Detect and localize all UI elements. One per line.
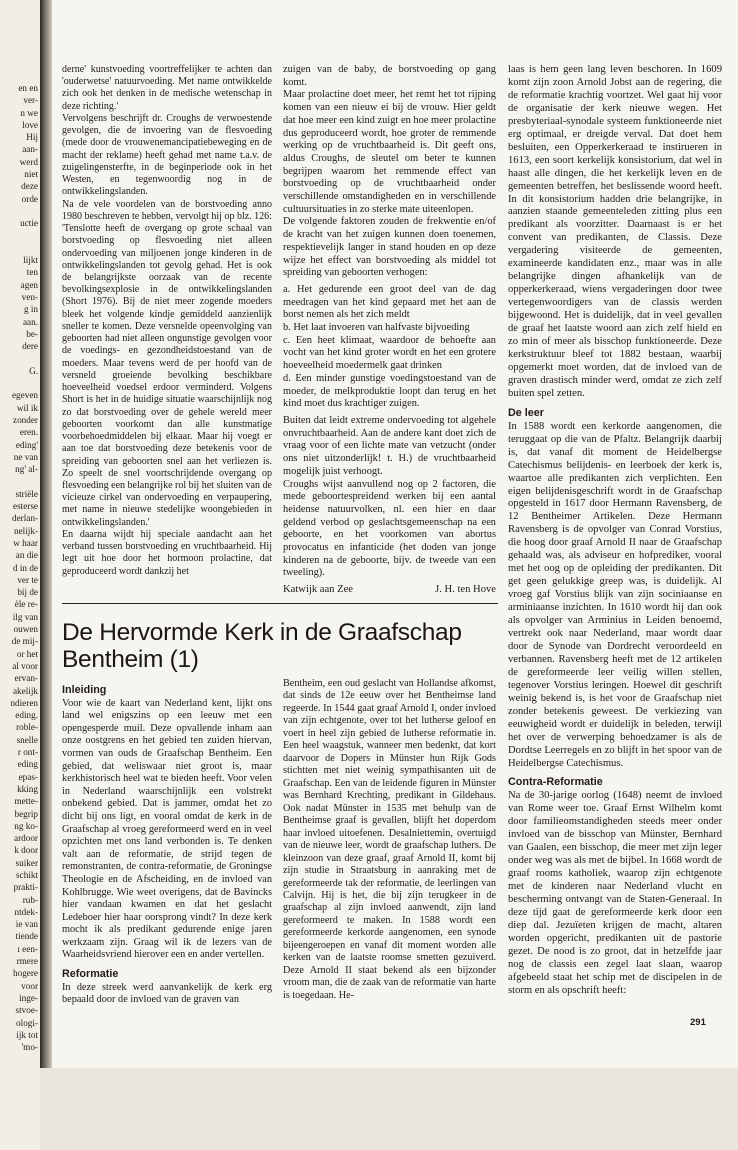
previous-page-fragment: en en xyxy=(18,83,38,93)
paragraph: Maar prolactine doet meer, het remt het tot rijping komen van een nieuw ei bij de vrouw. Hier geldt dat hoe meer een kind zuigt en hoe meer prolactine dus geproduceerd wordt, hoe groter de remmende werking op de vruchtbaarheid is. Dit geeft ons, aldus Croughs, de sleutel om beter te kunnen begrijpen waarom het remmende effect van borstvoeding op de vruchtbaarheid onder verschillende omstandigheden en in verschillende cultuursituaties in zo sterke mate uiteenlopen. xyxy=(283,89,496,215)
page xyxy=(52,0,738,1068)
previous-page-fragment: roble- xyxy=(16,722,38,733)
previous-page-fragment: ng ko- xyxy=(14,820,38,831)
previous-page-fragment: hogere xyxy=(13,968,38,979)
previous-page-fragment: eren. xyxy=(19,427,38,438)
paragraph: Croughs wijst aanvullend nog op 2 factoren, die mede geboortespreidend werken bij een aantal heidense natuurvolken, nl. een hier en daar geldend verbod op geslachtsgemeenschap na een geboorte, en het voorkomen van abortus provocatus en infanticide (het doden van jonge kinderen na de geboorte, bijv. de tweede van een tweeling). xyxy=(283,478,496,579)
previous-page-fragment: al voor xyxy=(12,660,38,671)
previous-page-fragment: prakti- xyxy=(13,882,38,893)
previous-page-fragment: eding. xyxy=(15,710,38,721)
previous-page-fragment: uctie xyxy=(20,218,38,229)
previous-page-fragment: bij de xyxy=(17,587,38,598)
paragraph: Vervolgens beschrijft dr. Croughs de verwoestende gevolgen, die de invoering van de flesvoeding (mede door de vrouwenemancipatiebeweging en de macht der reklame) heeft gehad met name t.a.v. de zuigelingensterfte, in de beginperiode ook in het Westen, en tegenwoordig nog in de ontwikkelingslanden. xyxy=(62,112,272,198)
previous-page-fragment: aan. xyxy=(22,316,38,327)
previous-page-fragment: 'mo- xyxy=(21,1042,38,1053)
previous-page-fragment: suiker xyxy=(15,857,38,868)
article1-column1 xyxy=(62,64,272,578)
previous-page-fragment: w haar xyxy=(13,537,38,548)
previous-page-fragment: ı een- xyxy=(17,943,38,954)
page-number: 291 xyxy=(690,1017,706,1028)
previous-page-fragment: ven- xyxy=(21,292,38,303)
previous-page-fragment xyxy=(0,230,40,242)
previous-page-fragment: ie van xyxy=(15,919,38,930)
previous-page-fragment: ndieren xyxy=(10,697,38,708)
list-item: c. Een heet klimaat, waardoor de behoefte aan vocht van het kind groter wordt en het een grotere hoeveelheid moedermelk gaat drinken xyxy=(283,334,496,372)
previous-page-fragment: ntdek- xyxy=(14,906,38,917)
previous-page-fragment: r ont- xyxy=(17,747,38,758)
previous-page-fragment: love xyxy=(22,119,38,130)
paragraph: Na de vele voordelen van de borstvoeding anno 1980 beschreven te hebben, vervolgt hij op blz. 126: xyxy=(62,198,272,222)
previous-page-fragment: ervan- xyxy=(14,673,38,684)
previous-page-fragment: ten xyxy=(26,267,38,278)
previous-page-fragment: ng' al- xyxy=(15,464,38,475)
article2-column1 xyxy=(62,678,272,1007)
previous-page-fragment: nelijk- xyxy=(14,525,38,536)
previous-page-fragment xyxy=(0,205,40,217)
previous-page-fragment: n we xyxy=(20,107,38,118)
article2-title: De Hervormde Kerk in de Graafschap Bentheim (1) xyxy=(62,619,462,673)
previous-page-fragment: striële xyxy=(15,488,38,499)
paragraph: derne' kunstvoeding voortreffelijker te achten dan 'ouderwetse' natuurvoeding. Met name ontwikkelde zich ook het denken in de medische wetenschap in deze richting.' xyxy=(62,64,272,112)
previous-page-fragment: niet xyxy=(24,169,38,180)
section-heading: Inleiding xyxy=(62,684,107,696)
right-column xyxy=(508,64,722,998)
previous-page-fragment: ardoor xyxy=(14,833,38,844)
previous-page-fragment: d in de xyxy=(12,562,38,573)
previous-page-fragment: be- xyxy=(26,328,38,339)
previous-page-fragment: begrip xyxy=(14,808,38,819)
previous-page-fragment: ologi- xyxy=(16,1017,38,1028)
previous-page-fragment: ouwen xyxy=(13,624,38,635)
previous-page-fragment: g in xyxy=(23,304,38,315)
article-divider xyxy=(62,603,498,604)
previous-page-fragment: stvoe- xyxy=(15,1005,38,1016)
article1-signature xyxy=(283,584,496,595)
previous-page-fragment: Hij xyxy=(26,132,38,143)
list-item: a. Het gedurende een groot deel van de dag meedragen van het kind gepaard met het aan de borst nemen als het zich meldt xyxy=(283,283,496,321)
paragraph: Na de 30-jarige oorlog (1648) neemt de invloed van Rome weer toe. Graaf Ernst Wilhelm komt door familieomstandigheden steeds meer onder invloed van de bisschop van Münster, Bernhard van Gaalen, een bisschop, die meer met zijn leger onder weg was als met de bijbel. In 1668 wordt de graaf rooms katholiek, waarop zijn echtgenote met de kinderen naar Nederland vlucht en bescherming ontvangt van de Staten-Generaal. In deze tijd gaat de gereformeerde kerk door een diep dal. Jezuïeten krijgen de macht, altaren worden opgericht, predikanten uit de pastorie gezet. De nood is zo groot, dat in hetzelfde jaar nog de classis een zegel laat slaan, waarop afgebeeld staat het schip met de discipelen in de storm en als opschrift heeft: xyxy=(508,790,722,996)
section-heading: Contra-Reformatie xyxy=(508,776,603,789)
previous-page-fragment: inge- xyxy=(19,992,38,1003)
previous-page-fragment: ne van xyxy=(13,451,38,462)
paragraph: De volgende faktoren zouden de frekwentie en/of de kracht van het zuigen kunnen doen toenemen, respektievelijk langer in stand houden en op deze wijze het effect van borstvoeding als middel tot spreiding van geboorten verhogen: xyxy=(283,216,496,279)
paragraph: 'Tenslotte heeft de overgang op grote schaal van borstvoeding op flesvoeding niet alleen ondervoeding van miljoenen jonge kinderen in de ontwikkelingslanden tot gevolg gehad. Het is ook de belangrijkste oorzaak van de recente bevolkingsexplosie in de ontwikkelingslanden (Short 1976). Bij de niet meer zogende moeders bleek het volgende kindje gemiddeld aanzienlijk sneller te komen. Deze versnelde opeenvolging van geboorten had niet alleen ongunstige gevolgen voor de voedings- en gezondheidstoestand van de moeders. Maar tevens werd de per hoofd van de versneld groeiende bevolking beschikbare hoeveelheid voedsel erdoor verminderd. Volgens Short is het in de huidige situatie waarschijnlijk nog zo dat borstvoeding over de gehele wereld meer geboorten voorkomt dan alle kunstmatige voorbehoedmiddelen bij elkaar. Maar hij voegt er aan toe dat borstvoeding deze betekenis voor de spreiding van geboorten snel aan het verliezen is. Zo speelt de snel voortschrijdende overgang op flesvoeding een belangrijke rol bij het sluiten van de vicieuze cirkel van ondervoeding en verpaupering, met name in nieuwe stedelijke woongebieden in ontwikkelingslanden.' xyxy=(62,223,272,528)
article2-column2 xyxy=(283,678,496,1002)
previous-page-fragment: eding xyxy=(17,759,38,770)
book-gutter xyxy=(40,0,52,1068)
section-heading: Reformatie xyxy=(62,968,119,981)
previous-page-fragment: schikt xyxy=(16,870,38,880)
previous-page-fragment: ijk tot xyxy=(16,1029,38,1040)
previous-page-fragment: mette- xyxy=(14,796,38,807)
previous-page-fragment: èle re- xyxy=(14,599,38,610)
previous-page-fragment: deze xyxy=(21,181,38,192)
previous-page-fragment: epas- xyxy=(18,771,38,782)
previous-page-fragment: eding' xyxy=(15,439,38,450)
previous-page-fragment: dere xyxy=(22,341,38,352)
previous-page-fragment: akelijk xyxy=(12,685,38,696)
paragraph: Buiten dat leidt extreme ondervoeding tot algehele onvruchtbaarheid. Aan de andere kant doet zich de vraag voor of een lichte mate van vetzucht (onder ons niet uitzonderlijk! t. H.) de vruchtbaarheid mogelijk juist verhoogt. xyxy=(283,414,496,477)
previous-page-fragment: esterse xyxy=(13,501,38,512)
paragraph: Voor wie de kaart van Nederland kent, lijkt ons land wel enigszins op een leeuw met een opengesperde muil. Deze opvallende inham aan onze oostgrens en het gebied ten zuiden hiervan, vormen van ouds de Graafschap Bentheim. Een gebied, dat weliswaar niet groot is, maar kerkhistorisch heel wat te bieden heeft. Voor velen in Nederland waarschijnlijk een volstrekt onbekend gebied. Dat is jammer, omdat het zo dicht bij ons ligt, en vooral omdat de kerk in de Graafschap al vroeg gereformeerd werd en in veel opzichten met ons land verbonden is. Te denken valt aan de reformatie, de strijd tegen de remonstranten, de contra-reformatie, de Groningse Theologie en de Afscheiding, en de invloed van Kohlbrugge. Wie weet overigens, dat de Bavincks hier vandaan kwamen en dat het geslacht Ledeboer hier haar oorsprong vindt? In deze kerk mocht ik als predikant gedurende enige jaren werkzaam zijn. Graag wil ik de lezers van de Waarheidsvriend hierover een en ander vertellen. xyxy=(62,697,272,961)
previous-page-fragment: orde xyxy=(21,193,38,204)
paragraph: laas is hem geen lang leven beschoren. In 1609 komt zijn zoon Arnold Jobst aan de regering, die de reformatie krachtig voortzet. Wel gaat hij voor de organisatie der kerk nieuwe wegen. Het presbyteriaal-synodale systeem funktioneerde niet erg optimaal, er dreigde verval. Dat doet hem besluiten, een Opperkerkeraad te instirueren in 1613, een soort kerkelijk konsistorium, dat wel in haast alle dingen, die het kerkelijk leven en de gemeenten betreffen, het beslissende woord heeft. In dit konsistorium hadden drie belangrijke, in aanzien staande gemeenteleden zitting plus een predikant als voorzitter. Daarnaast is er het convent van predikanten, de Classis. Deze vergadering visiteerde de gemeenten, examineerde kandidaten enz., maar was in alle belangrijke dingen afhankelijk van de opperkerkeraad, wiens vergaderingen door twee vertegenwoordigers van de classis werden bijgewoond. Het is duidelijk, dat in veel gevallen de graaf het laatste woord aan zich zelf hield en zo min of meer als bisschop funktioneerde. Deze kerkstruktuur bleef tot 1882 bestaan, waarbij opgemerkt moet worden, dat de invloed van de graven drastisch minder werd, omdat ze zich zelf buiten spel zetten. xyxy=(508,64,722,399)
list-item: d. Een minder gunstige voedingstoestand van de moeder, de melkproduktie loopt dan terug en het kind moet dus krachtiger zuigen. xyxy=(283,372,496,410)
previous-page-fragment: ver- xyxy=(23,95,38,106)
previous-page-fragment: de mij- xyxy=(11,636,38,647)
previous-page-fragment xyxy=(0,377,40,389)
previous-page-fragment: zonder xyxy=(13,415,38,426)
previous-page-fragment: rmere xyxy=(16,956,38,967)
previous-page-fragment: tiende xyxy=(15,931,38,942)
paragraph: In deze streek werd aanvankelijk de kerk erg bepaald door de invloed van de graven van xyxy=(62,981,272,1006)
previous-page-fragment: aan- xyxy=(22,144,38,155)
paragraph: zuigen van de baby, de borstvoeding op gang komt. xyxy=(283,64,496,88)
signature-author: J. H. ten Hove xyxy=(435,584,496,595)
previous-page-fragment: snelle xyxy=(16,734,38,745)
previous-page-fragment: egeven xyxy=(11,390,38,401)
previous-page-fragment xyxy=(0,353,40,365)
factor-list xyxy=(283,284,496,411)
previous-page-fragment: or het xyxy=(16,648,38,659)
previous-page-fragment: derlan- xyxy=(11,513,38,524)
previous-page-fragment: ver te xyxy=(17,574,38,585)
paragraph: Bentheim, een oud geslacht van Hollandse afkomst, dat sinds de 12e eeuw over het Bentheimse land regeerde. In 1544 gaat graaf Arnold I, onder invloed van zijn echtgenote, over tot het lutherse geloof en voert in heel zijn gebied de lutherse reformatie in. Een heel waagstuk, wanneer men bedenkt, dat kort daarvoor de Dopers in Münster hun Rijk Gods stichtten met niet weinig sympathisanten uit de Graafschap. Een van de leidende figuren in Münster was Bernhard Krechting, predikant in Gildehaus. Ook nadat Münster in 1535 met behulp van de Bentheimse graaf is gevallen, blijft het doperdom haar invloed uitoefenen. Desalniettemin, overtuigd van de nieuwe leer, wordt de graafschap luthers. De kleinzoon van deze graaf, graaf Arnold II, komt bij zijn studie in Straatsburg in aanraking met de gereformeerde tak der reformatie, de leerlingen van Calvijn. Hij is het, die bij zijn terugkeer in de graafschap al zijn invloed aanwendt, zijn land gereformeerd te maken. In 1588 wordt een gereformeerde kerkorde aangenomen, een synode bijeengeroepen en vanaf dit moment worden alle kerken van de laatste roomse smetten gezuiverd. Deze Arnold II staat bekend als een bijzonder vroom man, die de zaak van de reformatie van harte is toegedaan. He- xyxy=(283,678,496,1001)
previous-page-fragment: agen xyxy=(20,279,38,290)
previous-page-fragment: voor xyxy=(21,980,38,991)
previous-page-fragment xyxy=(0,242,40,254)
article1-column2 xyxy=(283,64,496,580)
previous-page-fragment: lijkt xyxy=(23,255,38,266)
previous-page-fragment xyxy=(0,476,40,488)
paragraph: In 1588 wordt een kerkorde aangenomen, die teruggaat op die van de Pfaltz. Belangrijk daarbij is, dat vanaf dit moment de Heidelbergse Catechismus belijdenis- en leerboek der kerk is, waartoe alle predikanten zich verplichten. Een eigen belijdenisgeschrift wordt in de Graafschap opgesteld in 1617 door Hermann Ravensberg, de 12 Bentheimer Artikelen. Deze Hermann Ravensberg is de opvolger van Conrad Vorstius, die hoog door graaf Arnold II naar de Graafschap gehaald was, als adviseur en hofprediker, vooral met het oog op de opleiding der predikanten. Dit get geen gelukkige greep was, is duidelijk. Al vroeg gaf Vorstius blijk van zijn sociniaanse en arminiaanse inzichten. In 1610 wordt hij dan ook als opvolger van Arminius in Leiden benoemd, vertrekt ook naar Nederland, maar wordt daar door de Synode van Dordrecht veroordeeld en verbannen. Ravensberg heeft met de 12 artikelen de gereformeerde leer veilig willen stellen, tegenover Vorstius leringen. Hoewel dit geschrift weinig bekend is, is het voor de Graafschap niet zonder betekenis geweest. De verkiezing van eeuwigheid wordt er duidelijk in beleden, terwijl het over de verwerping behoedzamer is als de Dordtse Leerregels en zo blijft in het spoor van de Heidelbergse Catechismus. xyxy=(508,420,722,769)
previous-page-strip xyxy=(0,0,40,1150)
section-heading: De leer xyxy=(508,406,545,419)
signature-place: Katwijk aan Zee xyxy=(283,584,354,595)
list-item: b. Het laat invoeren van halfvaste bijvoeding xyxy=(283,322,470,334)
previous-page-fragment: k door xyxy=(14,845,38,856)
paragraph: En daarna wijdt hij speciale aandacht aan het verband tussen borstvoeding en vruchtbaarheid. Hij legt uit hoe door het hormoon prolactine, dat geproduceerd wordt dankzij het xyxy=(62,528,272,577)
previous-page-fragment: rub- xyxy=(22,894,38,905)
previous-page-fragment: G. xyxy=(29,365,38,376)
previous-page-fragment: kking xyxy=(17,783,38,794)
previous-page-fragment: ilg van xyxy=(12,611,38,622)
previous-page-fragment: an die xyxy=(15,550,38,561)
previous-page-fragment: wil ik xyxy=(16,402,38,413)
previous-page-fragment: werd xyxy=(19,156,38,167)
